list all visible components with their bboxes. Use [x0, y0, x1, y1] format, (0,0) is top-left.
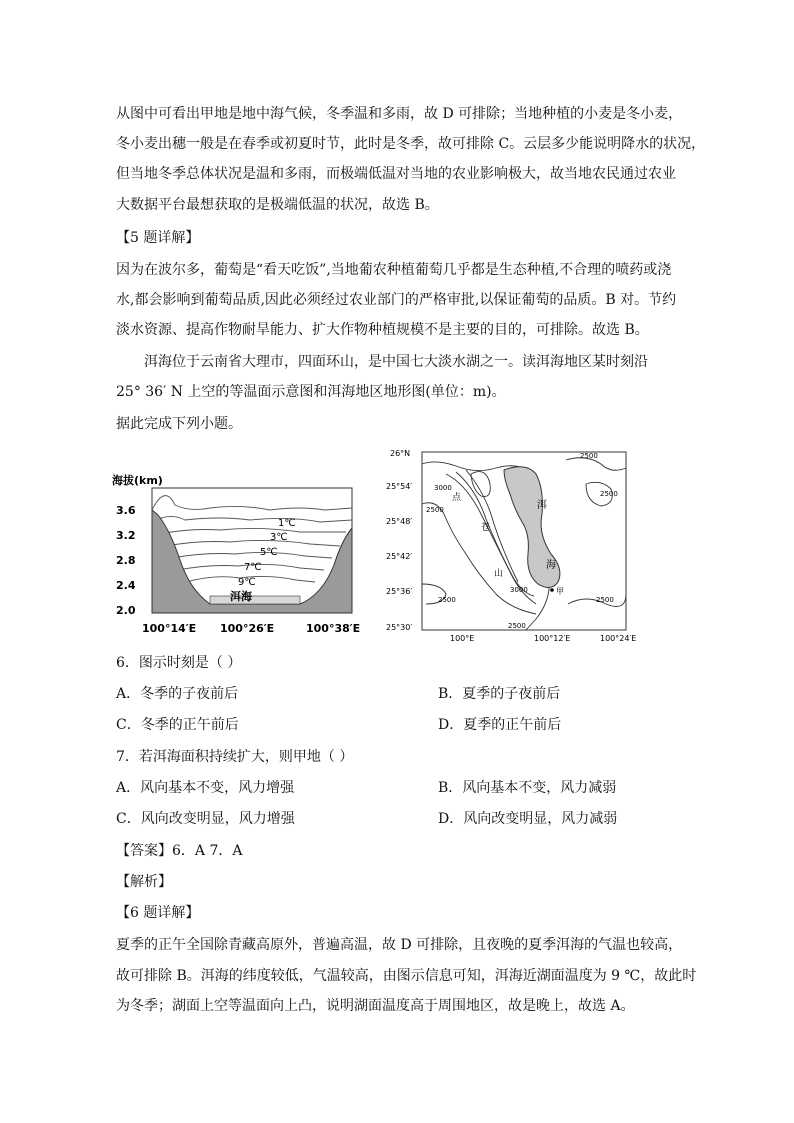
text-line: 洱海位于云南省大理市，四面环山，是中国七大淡水湖之一。读洱海地区某时刻沿 [144, 354, 648, 370]
lat-tick-label: 25°48′ [386, 517, 413, 526]
lat-tick-label: 25°42′ [386, 552, 413, 561]
contour-label: 2500 [438, 596, 456, 604]
section-heading: 【6 题详解】 [116, 905, 200, 921]
text-line: 故可排除 B。洱海的纬度较低，气温较高，由图示信息可知，洱海近湖面温度为 9 ℃，故此时 [116, 968, 697, 984]
contour-label: 3000 [510, 586, 528, 594]
contour-label: 2500 [508, 622, 526, 630]
question-stem: 6．图示时刻是（ ） [116, 655, 242, 671]
lake-char: 洱 [537, 500, 547, 511]
text-line: 因为在波尔多，葡萄是“看天吃饭”,当地葡农种植葡萄几乎都是生态种植,不合理的喷药或浇 [116, 262, 672, 278]
lon-tick-label: 100°E [450, 634, 475, 643]
text-line: 据此完成下列小题。 [116, 416, 242, 432]
question-option: D．风向改变明显，风力减弱 [438, 811, 618, 827]
answer-line: 【答案】6．A 7．A [116, 843, 243, 859]
lat-tick-label: 25°36′ [386, 587, 413, 596]
lake-label: 洱海 [230, 590, 252, 603]
lake-surface [210, 596, 300, 604]
y-tick-label: 2.4 [116, 579, 136, 592]
question-option: A．冬季的子夜前后 [116, 686, 239, 702]
mountain-char: 苍 [481, 523, 491, 533]
y-tick-label: 2.8 [116, 554, 136, 567]
isotherm-label: 5℃ [260, 547, 278, 558]
question-stem: 7．若洱海面积持续扩大，则甲地（ ） [116, 749, 354, 765]
y-tick-label: 3.2 [116, 529, 136, 542]
place-label: 甲 [556, 587, 564, 596]
text-line: 水,都会影响到葡萄品质,因此必须经过农业部门的严格审批,以保证葡萄的品质。B 对。节约 [116, 292, 677, 308]
text-line: 冬小麦出穗一般是在春季或初夏时节，此时是冬季，故可排除 C。云层多少能说明降水的状况， [116, 136, 706, 152]
x-tick-label: 100°26′E [220, 622, 275, 635]
question-option: C．风向改变明显，风力增强 [116, 811, 295, 827]
x-tick-label: 100°38′E [306, 622, 361, 635]
y-axis-label: 海拔(km) [112, 474, 163, 487]
text-line: 从图中可看出甲地是地中海气候，冬季温和多雨，故 D 可排除；当地种植的小麦是冬小麦， [116, 106, 683, 122]
mountain-char: 点 [452, 493, 462, 503]
section-heading: 【5 题详解】 [116, 230, 200, 246]
lat-tick-label: 26°N [390, 449, 411, 458]
x-tick-label: 100°14′E [142, 622, 197, 635]
isotherm-cross-section-figure [110, 470, 380, 640]
contour-label: 3000 [434, 484, 452, 492]
analysis-heading: 【解析】 [116, 874, 172, 890]
text-line: 为冬季；湖面上空等温面向上凸，说明湖面温度高于周围地区，故是晚上，故选 A。 [116, 998, 635, 1014]
text-line: 25° 36′ N 上空的等温面示意图和洱海地区地形图(单位：m)。 [116, 384, 506, 400]
text-line: 但当地冬季总体状况是温和多雨，而极端低温对当地的农业影响极大，故当地农民通过农业 [116, 166, 676, 182]
mountain-char: 山 [494, 569, 504, 579]
contour-label: 2500 [580, 452, 598, 460]
lake-char: 海 [546, 560, 556, 571]
text-line: 淡水资源、提高作物耐旱能力、扩大作物种植规模不是主要的目的，可排除。故选 B。 [116, 322, 649, 338]
lat-tick-label: 25°30′ [386, 623, 413, 632]
contour-label: 2500 [600, 490, 618, 498]
isotherm-label: 7℃ [244, 562, 262, 573]
isotherm-label: 1℃ [278, 518, 296, 529]
question-option: C．冬季的正午前后 [116, 717, 239, 733]
y-tick-label: 2.0 [116, 604, 136, 617]
question-option: B．风向基本不变，风力减弱 [438, 780, 617, 796]
isotherm-label: 3℃ [270, 532, 288, 543]
y-tick-label: 3.6 [116, 504, 136, 517]
question-option: B．夏季的子夜前后 [438, 686, 561, 702]
lon-tick-label: 100°12′E [534, 634, 571, 643]
question-option: A．风向基本不变，风力增强 [116, 780, 295, 796]
text-line: 夏季的正午全国除青藏高原外，普遍高温，故 D 可排除，且夜晚的夏季洱海的气温也较高， [116, 937, 683, 953]
lat-tick-label: 25°54′ [386, 482, 413, 491]
topographic-map-figure [386, 444, 656, 644]
text-line: 大数据平台最想获取的是极端低温的状况，故选 B。 [116, 197, 439, 213]
contour-label: 2500 [426, 506, 444, 514]
contour-label: 2500 [596, 596, 614, 604]
isotherm-label: 9℃ [238, 577, 256, 588]
location-dot [550, 588, 554, 592]
lon-tick-label: 100°24′E [600, 634, 637, 643]
question-option: D．夏季的正午前后 [438, 717, 562, 733]
